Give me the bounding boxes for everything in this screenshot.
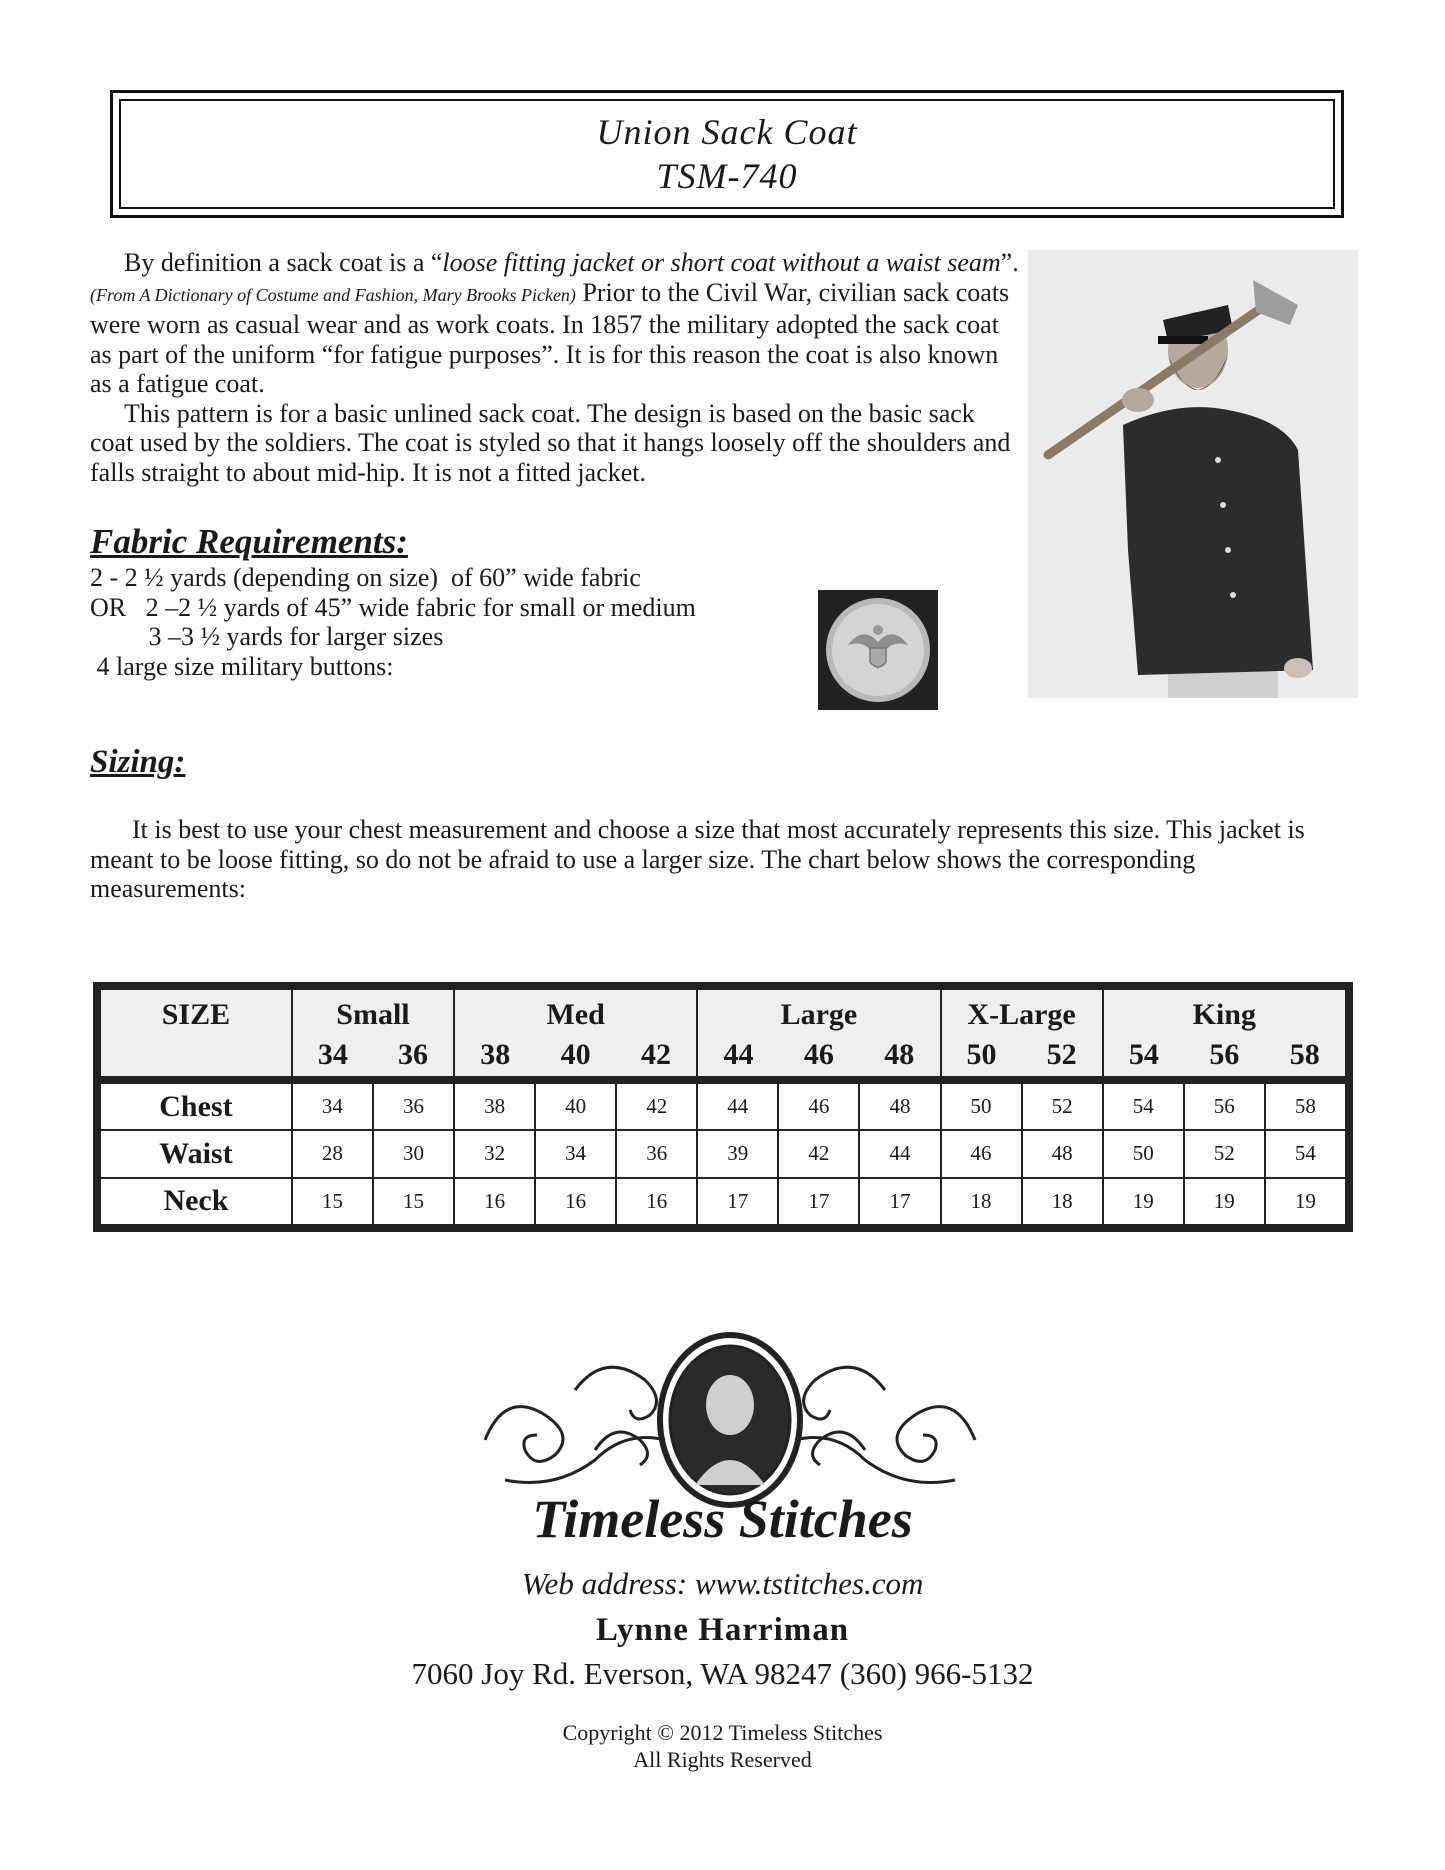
table-cell: 58 [1265,1083,1346,1130]
table-cell: 46 [941,1130,1022,1177]
copyright-notice: Copyright © 2012 Timeless Stitches [562,1720,883,1745]
table-cell: 19 [1265,1178,1346,1225]
table-cell: 46 [778,1083,859,1130]
table-cell: 18 [1022,1178,1103,1225]
table-cell: 19 [1103,1178,1184,1225]
table-cell: 48 [859,1083,940,1130]
table-cell: 34 [535,1130,616,1177]
fabric-line: 2 - 2 ½ yards (depending on size) of 60” wide fabric [90,563,641,592]
table-cell: 32 [454,1130,535,1177]
brand-name: Timeless Stitches [532,1489,913,1549]
pattern-title: Union Sack Coat [596,112,858,152]
size-group-large: Large 44 46 48 [697,989,940,1077]
sizing-text: It is best to use your chest measurement and choose a size that most accurately represents this size. This jacket is meant to be loose fitting, so do not be afraid to use a larger size. The chart below shows the corresponding measurements: [90,815,1305,903]
table-cell: 17 [859,1178,940,1225]
title-box [110,90,1344,218]
dictionary-source: (From A Dictionary of Costume and Fashion, Mary Brooks Picken) [90,284,576,305]
table-cell: 16 [616,1178,697,1225]
fabric-heading: Fabric Requirements: [90,522,408,561]
table-cell: 50 [1103,1130,1184,1177]
table-row-chest [100,1083,1346,1130]
table-cell: 34 [292,1083,373,1130]
fabric-line: 4 large size military buttons: [90,651,394,681]
table-cell: 17 [697,1178,778,1225]
size-group-small: Small 34 36 [292,989,454,1077]
table-cell: 36 [373,1083,454,1130]
table-cell: 52 [1022,1083,1103,1130]
military-button-photo [818,590,938,710]
size-group-king: King 54 56 58 [1103,989,1346,1077]
sizing-heading: Sizing: [90,744,186,780]
intro-paragraph-1: By definition a sack coat is a “loose fitting jacket or short coat without a waist seam”. (From A Dictionary of Costume and Fashion, Mary Brooks Picken) Prior to the Civil War, civilian sack coats were worn as casual wear and as work coats. In 1857 the military adopted the sack coat as part of the uniform “for fatigue purposes”. It is for this reason the coat is also known as a fatigue coat. [90,248,1019,398]
table-cell: 56 [1184,1083,1265,1130]
table-cell: 44 [859,1130,940,1177]
row-label: Neck [100,1178,292,1225]
table-cell: 18 [941,1178,1022,1225]
table-cell: 38 [454,1083,535,1130]
table-cell: 15 [292,1178,373,1225]
table-cell: 44 [697,1083,778,1130]
table-cell: 16 [454,1178,535,1225]
table-cell: 28 [292,1130,373,1177]
size-chart [93,982,1353,1232]
table-row-neck [100,1178,1346,1225]
table-cell: 19 [1184,1178,1265,1225]
size-group-x-large: X-Large 50 52 [941,989,1103,1077]
table-cell: 15 [373,1178,454,1225]
soldier-photo [1028,250,1358,698]
size-group-med: Med 38 40 42 [454,989,697,1077]
rights-notice: All Rights Reserved [633,1747,812,1772]
intro-text [90,248,1020,487]
fabric-requirements [90,563,696,681]
mailing-address: 7060 Joy Rd. Everson, WA 98247 (360) 966-5132 [411,1656,1034,1691]
table-cell: 42 [616,1083,697,1130]
fabric-line: OR 2 –2 ½ yards of 45” wide fabric for small or medium [90,592,696,622]
intro-paragraph-2: This pattern is for a basic unlined sack coat. The design is based on the basic sack coat used by the soldiers. The coat is styled so that it hangs loosely off the shoulders and falls straight to about mid-hip. It is not a fitted jacket. [90,398,1011,487]
table-row-waist [100,1130,1346,1177]
table-cell: 39 [697,1130,778,1177]
table-cell: 30 [373,1130,454,1177]
row-label: Waist [100,1130,292,1177]
table-cell: 36 [616,1130,697,1177]
table-cell: 50 [941,1083,1022,1130]
row-label: Chest [100,1083,292,1130]
size-header: SIZE [100,989,292,1077]
fabric-line: 3 –3 ½ yards for larger sizes [90,622,444,651]
table-cell: 52 [1184,1130,1265,1177]
table-cell: 42 [778,1130,859,1177]
table-cell: 16 [535,1178,616,1225]
table-cell: 40 [535,1083,616,1130]
table-cell: 54 [1265,1130,1346,1177]
table-cell: 48 [1022,1130,1103,1177]
owner-name: Lynne Harriman [595,1612,850,1648]
pattern-code: TSM-740 [656,156,798,196]
table-cell: 54 [1103,1083,1184,1130]
web-address: Web address: www.tstitches.com [521,1566,924,1601]
table-cell: 17 [778,1178,859,1225]
